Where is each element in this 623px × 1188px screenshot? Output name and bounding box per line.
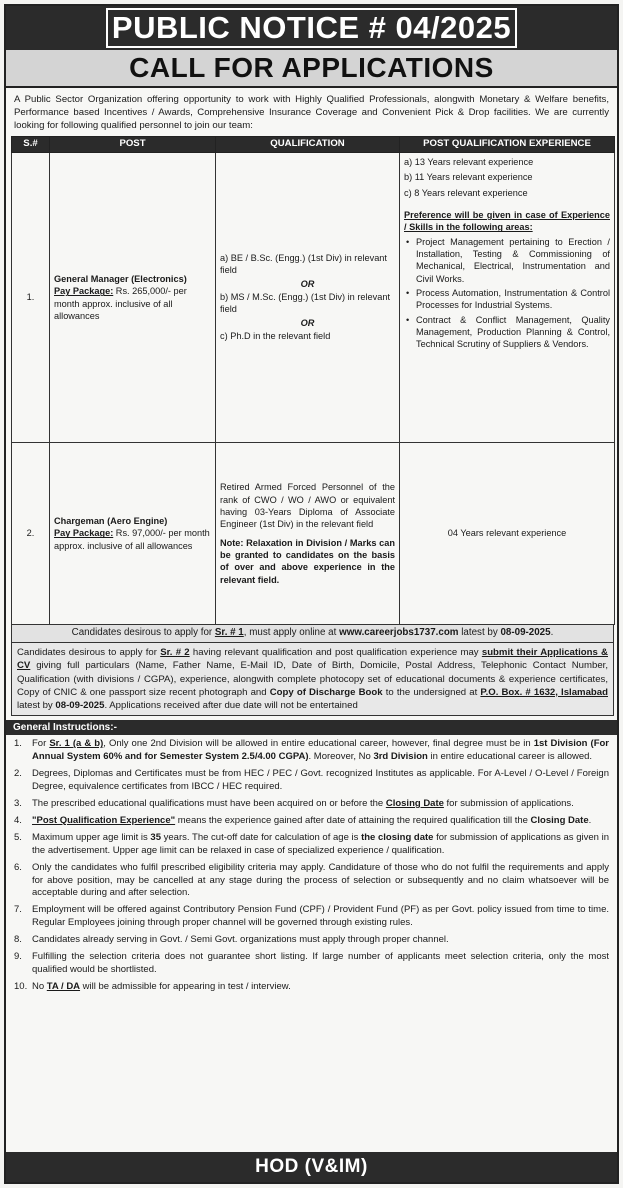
text-fragment: will be admissible for appearing in test / interview.	[80, 980, 291, 992]
table-row	[12, 153, 615, 443]
relaxation-note: Note: Relaxation in Division / Marks can be granted to candidates on the basis of over and above experience in the relevant field.	[220, 537, 395, 585]
table-row	[12, 443, 615, 625]
notice-title-bar	[6, 6, 617, 50]
list-item	[14, 798, 609, 811]
or-separator: OR	[300, 278, 315, 289]
item-text: Only the candidates who fulfil prescribed eligibility criteria may apply. Candidature of those who do not fulfil the requirements and apply for above position, may be cancelled at any stage during the process of selection or subsequently and no claim whatsoever will be acceptable during and after selection.	[32, 861, 609, 899]
text-fragment: No	[32, 980, 47, 992]
first-division-text: 1st Division (For Annual System 60% and for Semester System 2.5/4.00 CGPA)	[32, 738, 609, 763]
row-qualification-cell	[216, 443, 400, 625]
deadline-date: 08-09-2025	[55, 700, 105, 711]
pay-package-label: Pay Package:	[54, 528, 114, 539]
list-item	[14, 768, 609, 794]
sr1-ab-reference: Sr. 1 (a & b)	[49, 738, 104, 750]
age-limit-value: 35	[150, 831, 161, 843]
discharge-book-text: Copy of Discharge Book	[269, 686, 383, 698]
experience-list	[404, 156, 610, 199]
deadline-date: 08-09-2025	[500, 627, 551, 639]
text-fragment: , must apply online at	[243, 627, 340, 639]
text-fragment: for submission of applications as given in the advertisement. Upper age limit can be relaxed in case of specialized experience / qualification.	[32, 831, 609, 856]
career-url-link[interactable]: www.careerjobs1737.com	[339, 627, 459, 639]
pay-package-label: Pay Package:	[54, 286, 114, 297]
header-post: POST	[50, 137, 216, 153]
closing-date-text: the closing date	[361, 831, 434, 843]
list-item	[14, 981, 609, 994]
item-text	[32, 738, 609, 764]
text-fragment: to the undersigned at	[382, 686, 481, 698]
text-fragment: in entire educational career is allowed.	[427, 751, 593, 763]
text-fragment: Maximum upper age limit is	[32, 831, 151, 843]
post-title: Chargeman (Aero Engine)	[54, 516, 168, 527]
qualification-text: Retired Armed Forced Personnel of the rank of CWO / WO / AWO or equivalent having 03-Years Diploma of Associate Engineer (1st Div) in the relevant field	[220, 482, 395, 530]
preference-item: • Contract & Conflict Management, Quality Management, Production Planning & Control, Technical Scrutiny of Suppliers & Vendors.	[404, 314, 610, 351]
intro-paragraph: A Public Sector Organization offering opportunity to work with Highly Qualified Professionals, alongwith Monetary & Welfare benefits, Performance based Incentives / Awards, Comprehensive Insurance Coverage and Convenient Pick & Drop facilities. We are currently looking for following qualified personnel to join our team:	[14, 94, 609, 132]
text-fragment: . Applications received after due date will not be entertained	[104, 700, 358, 711]
call-for-applications-title: CALL FOR APPLICATIONS	[129, 51, 494, 83]
item-text: Fulfilling the selection criteria does not guarantee short listing. If large number of applicants meet selection criteria, only the most qualified would be shortlisted.	[32, 951, 609, 976]
closing-date-text: Closing Date	[530, 814, 589, 826]
post-qualification-experience-term: "Post Qualification Experience"	[32, 814, 176, 826]
list-item	[14, 862, 609, 901]
table-header-row	[12, 137, 615, 153]
pay-package	[54, 285, 211, 322]
text-fragment: .	[550, 627, 554, 639]
header-experience: POST QUALIFICATION EXPERIENCE	[400, 137, 615, 153]
signatory-title: HOD (V&IM)	[255, 1156, 368, 1178]
text-fragment: Candidates desirous to apply for	[71, 627, 215, 639]
item-text	[32, 981, 609, 994]
item-number: 4.	[14, 814, 22, 826]
text-fragment: The prescribed educational qualifications must have been acquired on or before the	[32, 798, 386, 810]
ta-da-text: TA / DA	[46, 980, 81, 992]
list-item	[14, 815, 609, 828]
text-fragment: having relevant qualification and post qualification experience may	[189, 647, 482, 659]
item-text	[32, 798, 609, 811]
item-number: 8.	[14, 934, 22, 946]
list-item	[14, 904, 609, 930]
experience-item: c) 8 Years relevant experience	[404, 187, 528, 198]
item-number: 2.	[14, 768, 22, 780]
posts-table	[11, 136, 615, 625]
text-fragment: giving full particulars (Name, Father Name, E-Mail ID, Date of Birth, Domicile, Postal Address, Telephonic Contact Number, Qualification (with divisions / CGPA), experience, alongwith complete photocopy set of educational documents & experience certificates, Copy of CNIC & one passport size recent photograph and	[17, 660, 608, 698]
qualification-item: a) BE / B.Sc. (Engg.) (1st Div) in relevant field	[220, 252, 387, 276]
notice-title: PUBLIC NOTICE # 04/2025	[106, 8, 517, 48]
row-sn: 2.	[12, 443, 50, 625]
footer-bar	[6, 1152, 617, 1182]
experience-item: b) 11 Years relevant experience	[404, 172, 533, 183]
item-text: Candidates already serving in Govt. / Semi Govt. organizations must apply through proper channel.	[32, 934, 449, 946]
preference-heading: Preference will be given in case of Experience / Skills in the following areas:	[404, 210, 610, 233]
item-text	[32, 832, 609, 858]
call-for-applications-bar	[6, 50, 617, 88]
row-sn: 1.	[12, 153, 50, 443]
item-text	[32, 815, 609, 828]
text-fragment: for submission of applications.	[443, 798, 574, 810]
item-number: 5.	[14, 831, 22, 843]
text-fragment: .	[588, 814, 592, 826]
qualification-item: c) Ph.D in the relevant field	[220, 330, 331, 341]
experience-item: a) 13 Years relevant experience	[404, 157, 534, 168]
preference-item: • Project Management pertaining to Erection / Installation, Testing & Commissioning of Mechanical, Electrical, Instrumentation and Civil Works.	[404, 236, 610, 285]
third-division-text: 3rd Division	[373, 751, 428, 763]
post-title: General Manager (Electronics)	[54, 273, 187, 284]
item-number: 10.	[14, 980, 28, 992]
row-experience-cell	[400, 153, 615, 443]
text-fragment: years. The cut-off date for calculation of age is	[160, 831, 362, 843]
sr1-reference: Sr. # 1	[214, 627, 244, 639]
item-number: 3.	[14, 798, 22, 810]
preference-list	[404, 236, 610, 351]
item-number: 1.	[14, 738, 22, 750]
row-experience-cell: 04 Years relevant experience	[400, 443, 615, 625]
general-instructions-list	[6, 735, 617, 993]
notice-page	[4, 4, 619, 1184]
or-separator: OR	[300, 317, 315, 328]
list-item	[14, 951, 609, 977]
qualification-item: b) MS / M.Sc. (Engg.) (1st Div) in relevant field	[220, 291, 391, 315]
row-qualification-cell	[216, 153, 400, 443]
list-item	[14, 738, 609, 764]
text-fragment: For	[32, 738, 50, 750]
text-fragment: , Only one 2nd Division will be allowed in entire educational career, however, final degree must be in	[103, 738, 534, 750]
text-fragment: latest by	[17, 700, 56, 711]
list-item	[14, 934, 609, 947]
list-item	[14, 832, 609, 858]
sr2-reference: Sr. # 2	[160, 647, 190, 659]
pay-package-text: Rs. 265,000/- per month approx. inclusive of all allowances	[54, 286, 187, 321]
item-number: 9.	[14, 951, 22, 963]
header-sn: S.#	[12, 137, 50, 153]
item-number: 7.	[14, 904, 22, 916]
general-instructions-heading: General Instructions:-	[6, 720, 617, 735]
text-fragment: means the experience gained after date of attaining the required qualification till the	[175, 814, 531, 826]
item-text: Employment will be offered against Contributory Pension Fund (CPF) / Provident Fund (PF) as per Govt. policy issued from time to time. Regular Employees joining through proper channel will be governed through existing rules.	[32, 904, 609, 929]
apply-online-notice	[11, 625, 614, 643]
submit-applications-text: submit their Applications & CV	[17, 647, 608, 672]
closing-date-text: Closing Date	[385, 798, 444, 810]
apply-postal-notice	[11, 643, 614, 716]
item-number: 6.	[14, 861, 22, 873]
pay-package	[54, 527, 211, 552]
row-post-cell	[50, 443, 216, 625]
header-qualification: QUALIFICATION	[216, 137, 400, 153]
text-fragment: latest by	[458, 627, 501, 639]
item-text: Degrees, Diplomas and Certificates must be from HEC / PEC / Govt. recognized Institutes as applicable. For A-Level / O-Level / Foreign Degree, equivalence certificates from IBCC / HEC required.	[32, 768, 609, 793]
po-box-address: P.O. Box. # 1632, Islamabad	[480, 686, 608, 698]
text-fragment: . Moreover, No	[308, 751, 374, 763]
preference-item: • Process Automation, Instrumentation & Control Processes for Industrial Systems.	[404, 287, 610, 312]
row-post-cell	[50, 153, 216, 443]
text-fragment: Candidates desirous to apply for	[17, 647, 161, 659]
pay-package-text: Rs. 97,000/- per month approx. inclusive of all allowances	[54, 528, 210, 551]
